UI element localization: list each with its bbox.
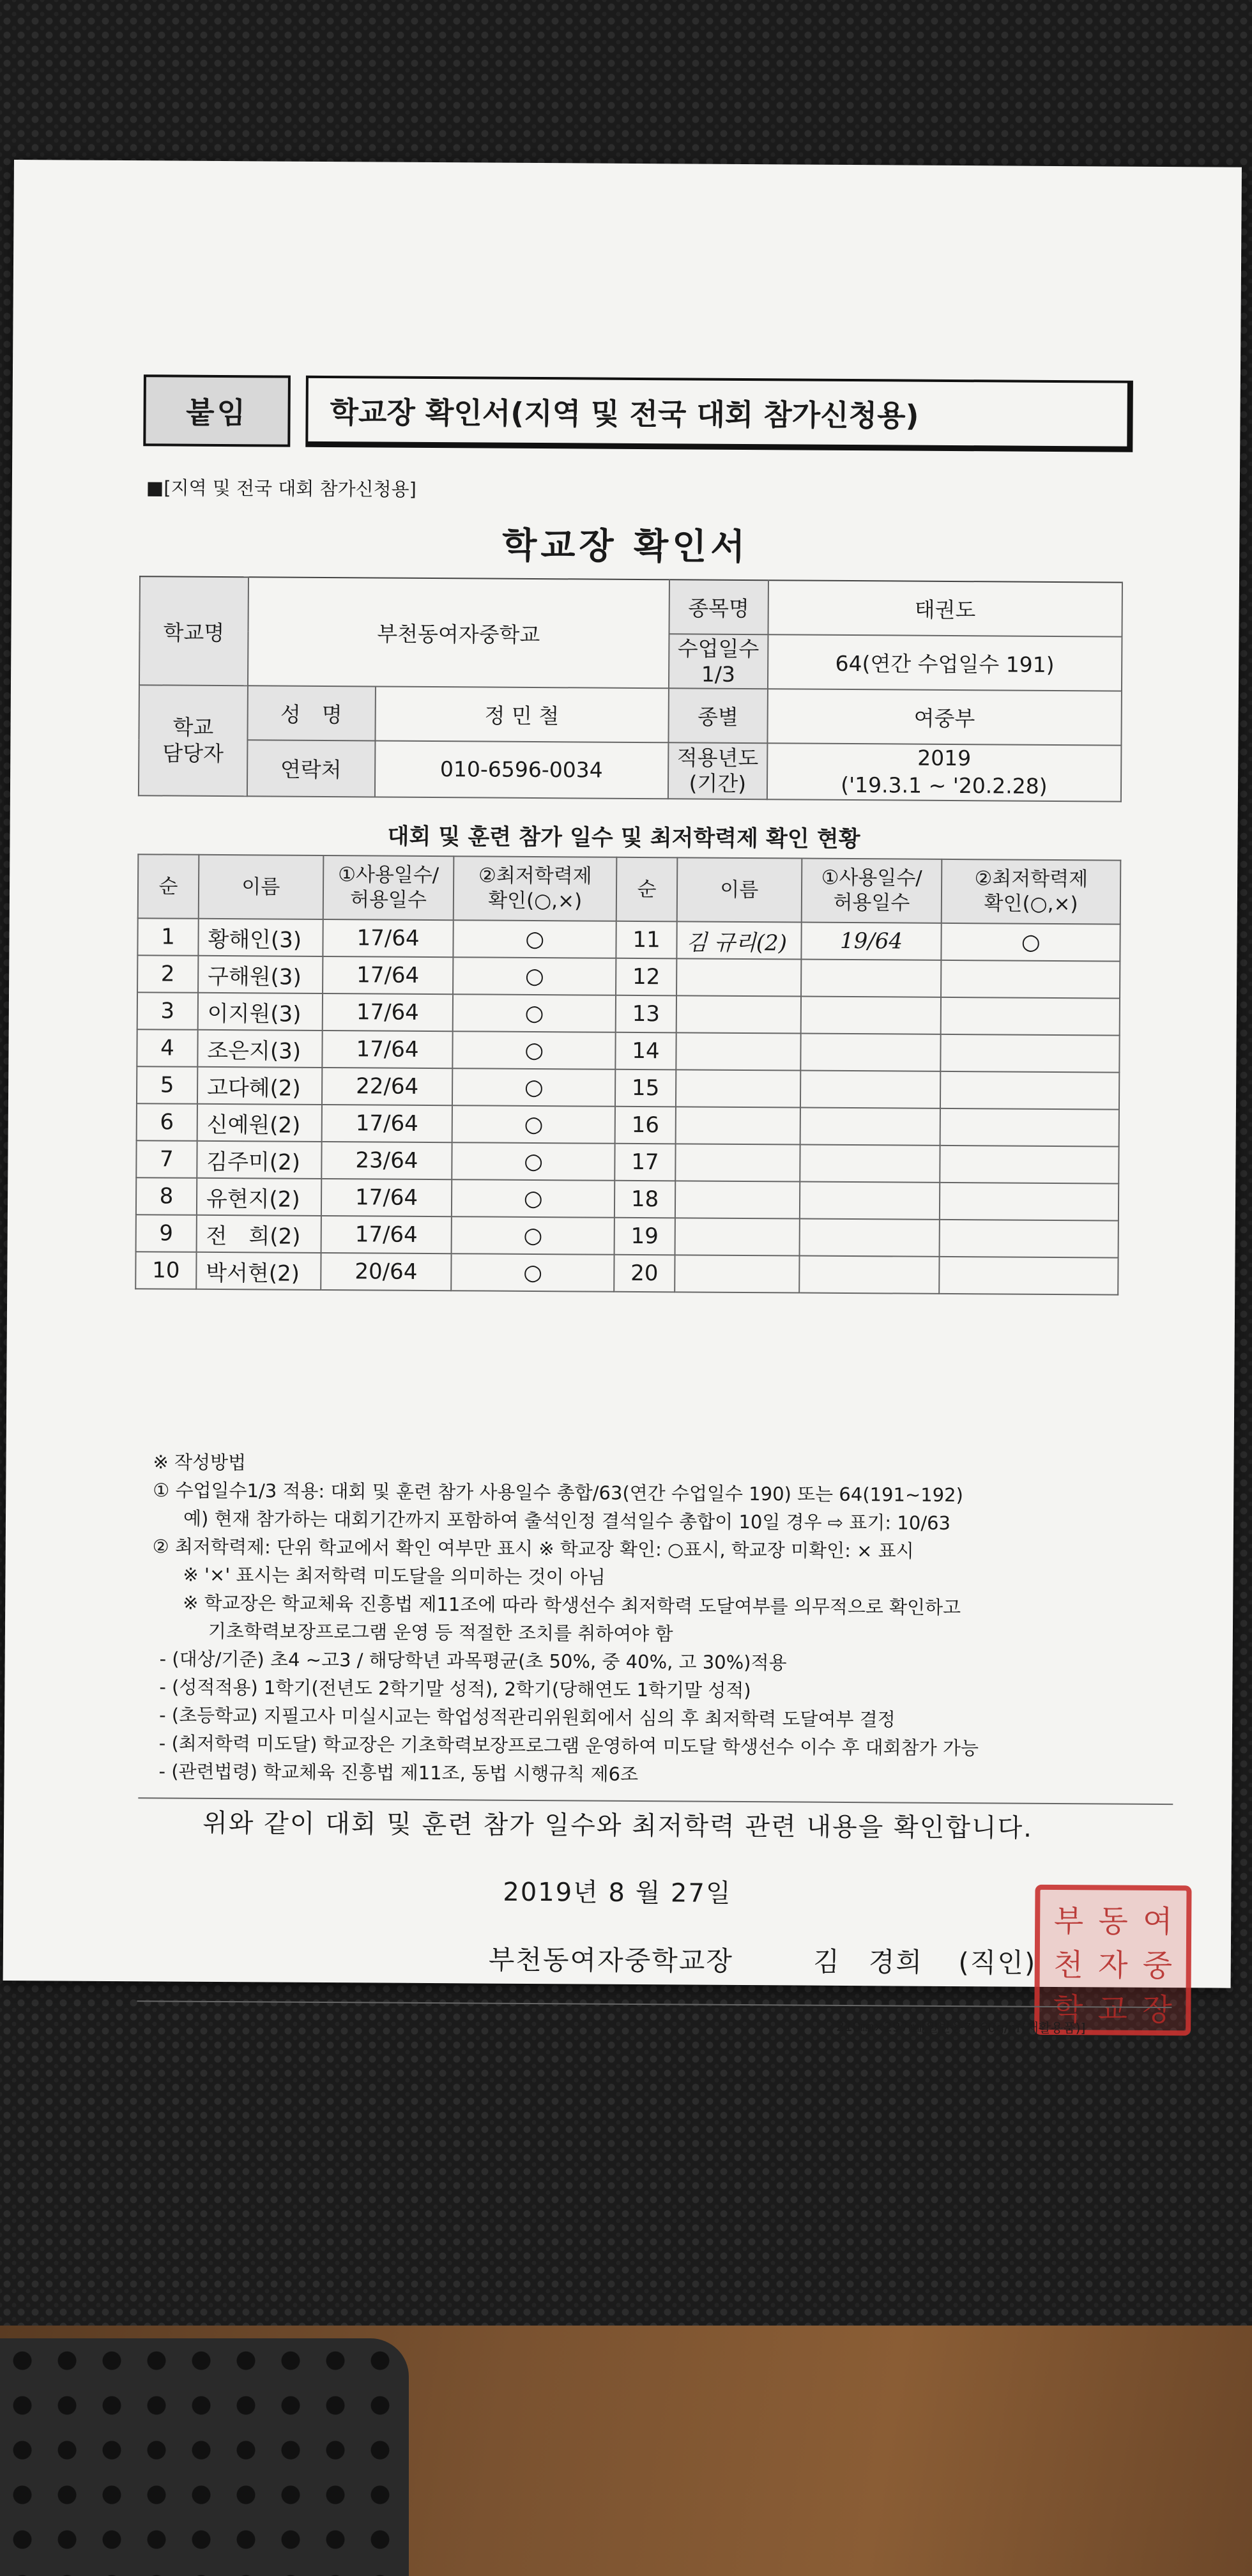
- cell-name: 조은지(3): [197, 1030, 322, 1068]
- note-d1: - (대상/기준) 초4 ~고3 / 해당학년 과목평균(초 50%, 중 40%, 고 30%)적용: [159, 1648, 787, 1674]
- period-value: ('19.3.1 ~ '20.2.28): [841, 772, 1048, 799]
- document-sheet: [3, 160, 1242, 2036]
- cell-check: ○: [453, 1031, 616, 1070]
- col-no-2: 순: [616, 857, 677, 922]
- principal-school: 부천동여자중학교장: [488, 1943, 734, 1977]
- table-row: [136, 1140, 1118, 1183]
- col-no: 순: [138, 854, 199, 919]
- cell-check: ○: [454, 920, 616, 958]
- table-row: [136, 1215, 1118, 1257]
- cell-days: [800, 1108, 940, 1146]
- table-row: [137, 955, 1120, 998]
- cell-days: 17/64: [321, 1179, 452, 1216]
- cell-days: 17/64: [322, 1031, 453, 1068]
- paper-spec-footnote: 210㎜×297㎜[일반용지 60g/㎡(재활용품)]: [836, 2018, 1086, 2036]
- name-label: 성 명: [247, 686, 375, 740]
- table-row: [135, 1252, 1118, 1294]
- cell-name: [675, 1218, 799, 1255]
- cell-check: ○: [452, 1179, 615, 1218]
- seal-note: (직인): [958, 1947, 1037, 1979]
- cell-name: 김 규리(2): [676, 921, 801, 959]
- cell-no: 15: [615, 1070, 676, 1107]
- cell-name: 신예원(2): [197, 1104, 322, 1142]
- col-days: ①사용일수/ 허용일수: [323, 855, 454, 920]
- table-row: [137, 1066, 1119, 1109]
- year-value: 2019: [917, 745, 972, 771]
- cell-check: [940, 1108, 1119, 1147]
- background-mat: [0, 2338, 409, 2576]
- cell-name: 황해인(3): [198, 919, 323, 956]
- seal-char: 동: [1098, 1903, 1129, 1940]
- info-table: [138, 576, 1123, 802]
- cell-no: 9: [136, 1215, 197, 1252]
- cell-no: 4: [137, 1029, 197, 1067]
- seal-char: 부: [1053, 1903, 1084, 1940]
- cell-days: 17/64: [321, 1216, 452, 1254]
- cell-name: [675, 1181, 800, 1218]
- cell-check: ○: [453, 957, 616, 995]
- note-d4: - (최저학력 미도달) 학교장은 기초학력보장프로그램 운영하여 미도달 학생선수 이수 후 대회참가 가능: [158, 1732, 979, 1759]
- seal-char: 중: [1142, 1947, 1173, 1984]
- table-row: [136, 1177, 1118, 1220]
- note-d2: - (성적적용) 1학기(전년도 2학기말 성적), 2학기(당해연도 1학기말 성적): [159, 1676, 751, 1702]
- seal-char: 학: [1053, 1991, 1083, 2028]
- cell-name: [676, 958, 801, 996]
- cell-check: ○: [452, 1216, 615, 1255]
- cell-days: [800, 1034, 941, 1071]
- principal-line: [489, 1939, 1037, 1981]
- cell-check: [940, 1220, 1118, 1258]
- cell-no: 18: [615, 1181, 675, 1218]
- seal-char: 교: [1097, 1991, 1128, 2028]
- year-label: 적용년도 (기간): [668, 742, 767, 799]
- date: 2019년 8 월 27일: [503, 1877, 732, 1908]
- days-label: 수업일수 1/3: [669, 634, 768, 689]
- seal-char: 자: [1097, 1947, 1128, 1984]
- col-name-2: 이름: [677, 857, 802, 922]
- cell-days: [800, 1071, 941, 1108]
- category-label: 종별: [668, 688, 767, 743]
- seal-char: 천: [1053, 1947, 1083, 1984]
- col-days-2: ①사용일수/ 허용일수: [801, 859, 942, 923]
- status-title: 대회 및 훈련 참가 일수 및 최저학력제 확인 현황: [387, 824, 860, 853]
- note-2a: ※ '×' 표시는 최저학력 미도달을 의미하는 것이 아님: [183, 1563, 606, 1588]
- header-title: 학교장 확인서(지역 및 전국 대회 참가신청용): [305, 376, 1133, 452]
- col-check: ②최저학력제 확인(○,×): [454, 856, 616, 921]
- cell-name: 구해원(3): [198, 956, 323, 993]
- cell-days: 23/64: [321, 1142, 452, 1179]
- cell-no: 8: [136, 1177, 197, 1215]
- notes-heading: ※ 작성방법: [153, 1451, 247, 1474]
- cell-days: [800, 997, 941, 1034]
- note-2b: ※ 학교장은 학교체육 진흥법 제11조에 따라 학생선수 최저학력 도달여부를 의무적으로 확인하고: [183, 1591, 961, 1619]
- cell-check: [941, 997, 1120, 1036]
- seal-char: 여: [1142, 1903, 1173, 1940]
- cell-no: 20: [614, 1255, 675, 1292]
- cell-name: [675, 1255, 799, 1292]
- cell-days: 17/64: [321, 1105, 452, 1142]
- document-title: 학교장 확인서: [502, 525, 749, 569]
- cell-check: [941, 1034, 1120, 1073]
- note-2: ② 최저학력제: 단위 학교에서 확인 여부만 표시 ※ 학교장 확인: ○표시, 학교장 미확인: × 표시: [152, 1535, 914, 1562]
- cell-no: 17: [615, 1144, 675, 1181]
- cell-no: 10: [135, 1252, 196, 1289]
- cell-no: 13: [616, 995, 676, 1033]
- school-label: 학교명: [139, 576, 248, 686]
- header: [143, 374, 1133, 452]
- cell-check: [940, 1146, 1119, 1184]
- cell-no: 16: [615, 1107, 676, 1144]
- cell-no: 19: [615, 1218, 675, 1255]
- status-body: [135, 918, 1120, 1294]
- cell-days: [799, 1256, 940, 1294]
- cell-days: 22/64: [322, 1068, 453, 1105]
- note-2c: 기초학력보장프로그램 운영 등 적절한 조치를 취하여야 함: [208, 1620, 673, 1645]
- cell-no: 14: [615, 1032, 676, 1070]
- cell-no: 11: [616, 921, 676, 959]
- subheading: ■[지역 및 전국 대회 참가신청용]: [146, 477, 417, 500]
- cell-name: [676, 1107, 800, 1144]
- name-value: 정 민 철: [375, 686, 669, 742]
- cell-check: [940, 1183, 1118, 1221]
- cell-no: 1: [137, 918, 198, 956]
- confirm-text: 위와 같이 대회 및 훈련 참가 일수와 최저학력 관련 내용을 확인합니다.: [202, 1808, 1034, 1843]
- days-value: 64(연간 수업일수 191): [768, 634, 1122, 691]
- official-seal-stamp: [1034, 1885, 1191, 2035]
- category-value: 여중부: [767, 689, 1122, 745]
- cell-no: 3: [137, 992, 198, 1030]
- cell-days: 17/64: [323, 956, 454, 994]
- cell-days: 17/64: [322, 993, 453, 1031]
- cell-name: [676, 995, 801, 1033]
- cell-name: 김주미(2): [197, 1141, 321, 1179]
- sport-value: 태권도: [768, 580, 1122, 636]
- contact-label: 연락처: [247, 740, 375, 797]
- cell-no: 7: [136, 1140, 197, 1178]
- cell-days: [800, 1145, 940, 1183]
- cell-check: [941, 960, 1120, 999]
- cell-name: 유현지(2): [197, 1178, 321, 1216]
- cell-check: ○: [452, 1254, 615, 1292]
- cell-days: 20/64: [321, 1253, 452, 1291]
- sport-label: 종목명: [669, 579, 768, 634]
- year-cell: [767, 743, 1122, 801]
- notes: [151, 1448, 1156, 1791]
- contact-value: 010-6596-0034: [374, 740, 668, 799]
- cell-name: [676, 1032, 800, 1070]
- cell-days: 19/64: [801, 923, 942, 960]
- seal-char: 장: [1142, 1991, 1172, 2028]
- principal-name: 김 경희: [813, 1945, 924, 1978]
- note-1b: 예) 현재 참가하는 대회기간까지 포함하여 출석인정 결석일수 총합이 10일 경우 ⇨ 표기: 10/63: [183, 1507, 951, 1534]
- cell-check: ○: [942, 923, 1120, 962]
- cell-days: 17/64: [323, 919, 454, 957]
- table-row: [137, 918, 1120, 961]
- cell-check: ○: [453, 994, 616, 1032]
- note-d3: - (초등학교) 지필고사 미실시교는 학업성적관리위원회에서 심의 후 최저학력 도달여부 결정: [159, 1704, 896, 1731]
- cell-days: [801, 960, 942, 997]
- cell-no: 6: [137, 1103, 197, 1141]
- cell-check: [940, 1257, 1118, 1295]
- cell-days: [799, 1219, 940, 1257]
- cell-name: [676, 1070, 800, 1107]
- cell-name: [675, 1144, 800, 1181]
- note-1: ① 수업일수1/3 적용: 대회 및 훈련 참가 사용일수 총합/63(연간 수업일수 190) 또는 64(191~192): [153, 1479, 963, 1506]
- table-row: [137, 1103, 1119, 1146]
- manager-label: 학교 담당자: [139, 685, 248, 796]
- col-check-2: ②최저학력제 확인(○,×): [942, 859, 1120, 924]
- school-value: 부천동여자중학교: [248, 577, 669, 688]
- cell-no: 2: [137, 955, 198, 993]
- cell-days: [800, 1182, 940, 1220]
- cell-name: 고다혜(2): [197, 1067, 322, 1105]
- cell-check: ○: [452, 1068, 615, 1107]
- table-row: [137, 992, 1120, 1035]
- note-d5: - (관련법령) 학교체육 진흥법 제11조, 동법 시행규칙 제6조: [158, 1760, 639, 1786]
- status-table: [135, 854, 1121, 1295]
- cell-no: 5: [137, 1066, 197, 1104]
- cell-name: 전 희(2): [196, 1215, 321, 1253]
- cell-name: 이지원(3): [198, 993, 323, 1031]
- cell-name: 박서현(2): [196, 1252, 321, 1290]
- cell-check: ○: [452, 1142, 615, 1181]
- col-name: 이름: [199, 855, 323, 919]
- attachment-tag: 붙임: [143, 374, 291, 447]
- table-row: [137, 1029, 1119, 1072]
- cell-check: [940, 1071, 1119, 1110]
- cell-no: 12: [616, 958, 676, 996]
- cell-check: ○: [452, 1105, 615, 1144]
